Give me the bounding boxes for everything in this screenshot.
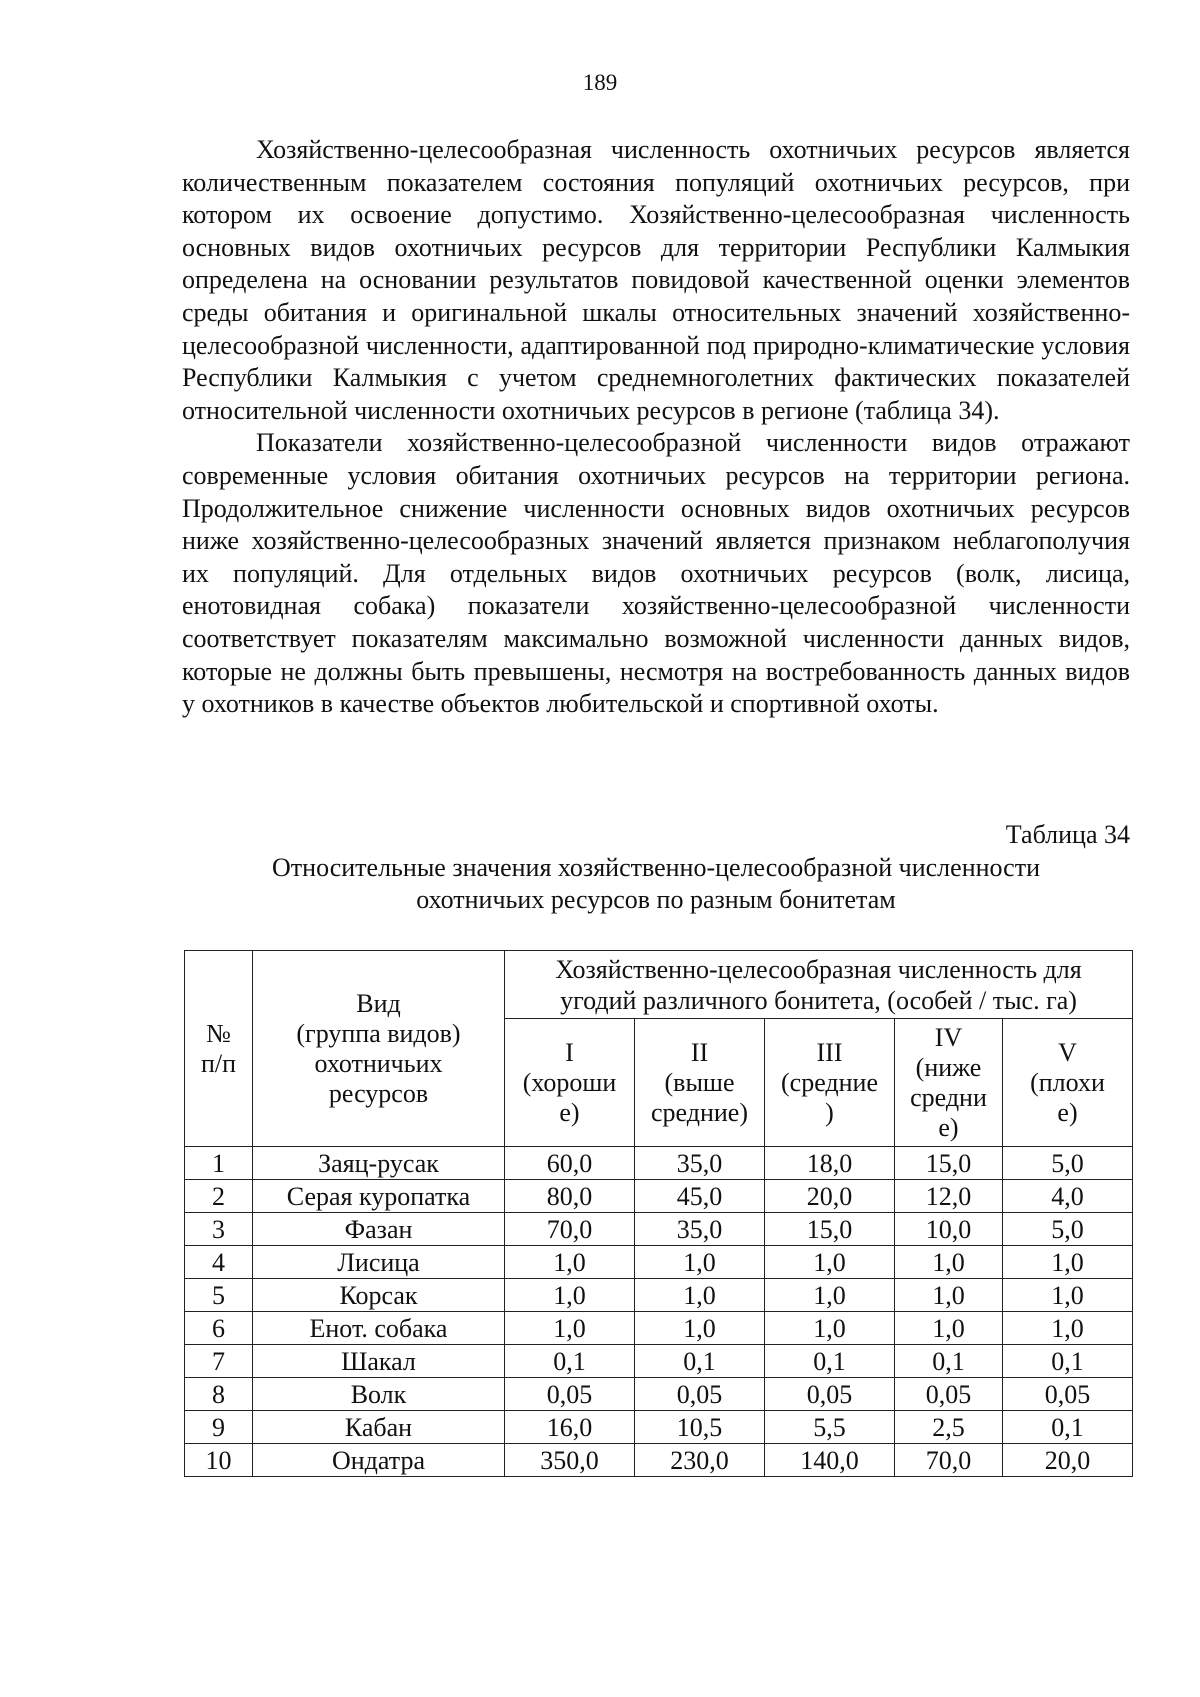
value-grade-3: 15,0	[765, 1213, 895, 1246]
value-grade-3: 1,0	[765, 1279, 895, 1312]
value-grade-1: 16,0	[505, 1411, 635, 1444]
value-grade-5: 20,0	[1003, 1444, 1133, 1477]
value-grade-2: 1,0	[635, 1279, 765, 1312]
value-grade-2: 0,1	[635, 1345, 765, 1378]
paragraph-1: Хозяйственно-целесообразная численность охотничьих ресурсов является количественным показателем состояния популяций охотничьих ресурсов, при котором их освоение допустимо. Хозяйственно-целесообразная численность основных видов охотничьих ресурсов для территории Республики Калмыкия определена на основании результатов повидовой качественной оценки элементов среды обитания и оригинальной шкалы относительных значений хозяйственно-целесообразной численности, адаптированной под природно-климатические условия Республики Калмыкия с учетом среднемноголетних фактических показателей относительной численности охотничьих ресурсов в регионе (таблица 34).	[182, 135, 1130, 425]
species-name: Кабан	[253, 1411, 505, 1444]
species-name: Фазан	[253, 1213, 505, 1246]
value-grade-4: 2,5	[895, 1411, 1003, 1444]
header-species-line: ресурсов	[328, 1078, 429, 1108]
paragraph-2: Показатели хозяйственно-целесообразной численности видов отражают современные условия обитания охотничьих ресурсов на территории региона. Продолжительное снижение численности основных видов охотничьих ресурсов ниже хозяйственно-целесообразных значений является признаком неблагополучия их популяций. Для отдельных видов охотничьих ресурсов (волк, лисица, енотовидная собака) показатели хозяйственно-целесообразной численности соответствует показателям максимально возможной численности данных видов, которые не должны быть превышены, несмотря на востребованность данных видов у охотников в качестве объектов любительской и спортивной охоты.	[182, 428, 1130, 719]
header-main-line: угодий различного бонитета, (особей / тыс. га)	[560, 985, 1077, 1015]
header-grade-line: IV	[934, 1022, 963, 1052]
header-grade-line: (ниже	[915, 1052, 982, 1082]
value-grade-2: 1,0	[635, 1246, 765, 1279]
header-grade-line: II	[690, 1037, 709, 1067]
header-grade-line: средни	[910, 1082, 987, 1112]
value-grade-1: 60,0	[505, 1147, 635, 1180]
header-species-line: Вид	[356, 988, 401, 1018]
header-grade-1	[505, 1019, 635, 1147]
row-number: 1	[185, 1147, 253, 1180]
table-row	[185, 1246, 1133, 1279]
table-row	[185, 1180, 1133, 1213]
value-grade-5: 0,1	[1003, 1411, 1133, 1444]
header-grade-line: (средние	[781, 1067, 878, 1097]
value-grade-4: 1,0	[895, 1279, 1003, 1312]
value-grade-3: 18,0	[765, 1147, 895, 1180]
header-num-line: п/п	[200, 1048, 237, 1078]
value-grade-1: 0,05	[505, 1378, 635, 1411]
table-title	[182, 852, 1130, 916]
value-grade-5: 5,0	[1003, 1213, 1133, 1246]
row-number: 6	[185, 1312, 253, 1345]
data-table	[184, 950, 1133, 1477]
row-number: 8	[185, 1378, 253, 1411]
header-grade-line: V	[1058, 1037, 1077, 1067]
header-grade-line: )	[825, 1097, 834, 1127]
header-grade-line: (плохи	[1030, 1067, 1105, 1097]
value-grade-3: 0,1	[765, 1345, 895, 1378]
value-grade-5: 1,0	[1003, 1279, 1133, 1312]
row-number: 4	[185, 1246, 253, 1279]
header-grade-5	[1003, 1019, 1133, 1147]
row-number: 2	[185, 1180, 253, 1213]
table-row	[185, 1312, 1133, 1345]
value-grade-3: 0,05	[765, 1378, 895, 1411]
header-grade-line: (хороши	[522, 1067, 617, 1097]
row-number: 7	[185, 1345, 253, 1378]
species-name: Серая куропатка	[253, 1180, 505, 1213]
value-grade-1: 1,0	[505, 1312, 635, 1345]
header-num-line: №	[206, 1018, 231, 1048]
value-grade-1: 1,0	[505, 1279, 635, 1312]
header-species-line: (группа видов)	[296, 1018, 461, 1048]
header-grade-2	[635, 1019, 765, 1147]
value-grade-2: 35,0	[635, 1213, 765, 1246]
header-grade-line: (выше	[664, 1067, 735, 1097]
species-name: Ондатра	[253, 1444, 505, 1477]
value-grade-1: 1,0	[505, 1246, 635, 1279]
species-name: Заяц-русак	[253, 1147, 505, 1180]
page-number: 189	[582, 70, 618, 95]
value-grade-5: 0,05	[1003, 1378, 1133, 1411]
table-title-line-1: Относительные значения хозяйственно-целесообразной численности	[272, 853, 1040, 882]
value-grade-2: 1,0	[635, 1312, 765, 1345]
species-name: Лисица	[253, 1246, 505, 1279]
value-grade-4: 12,0	[895, 1180, 1003, 1213]
value-grade-2: 230,0	[635, 1444, 765, 1477]
header-grade-line: е)	[1057, 1097, 1078, 1127]
value-grade-3: 1,0	[765, 1246, 895, 1279]
value-grade-5: 4,0	[1003, 1180, 1133, 1213]
row-number: 10	[185, 1444, 253, 1477]
value-grade-1: 80,0	[505, 1180, 635, 1213]
value-grade-5: 1,0	[1003, 1312, 1133, 1345]
value-grade-5: 5,0	[1003, 1147, 1133, 1180]
table-row	[185, 1147, 1133, 1180]
header-grade-line: е)	[559, 1097, 580, 1127]
table-row	[185, 1279, 1133, 1312]
table-row	[185, 1378, 1133, 1411]
row-number: 3	[185, 1213, 253, 1246]
table-row	[185, 1444, 1133, 1477]
value-grade-5: 0,1	[1003, 1345, 1133, 1378]
table-row	[185, 1213, 1133, 1246]
header-grade-line: I	[565, 1037, 574, 1067]
species-name: Шакал	[253, 1345, 505, 1378]
header-grade-line: средние)	[651, 1097, 748, 1127]
table-row	[185, 1345, 1133, 1378]
species-name: Корсак	[253, 1279, 505, 1312]
value-grade-4: 10,0	[895, 1213, 1003, 1246]
header-species-line: охотничьих	[314, 1048, 443, 1078]
value-grade-3: 1,0	[765, 1312, 895, 1345]
value-grade-4: 0,05	[895, 1378, 1003, 1411]
value-grade-3: 140,0	[765, 1444, 895, 1477]
value-grade-4: 70,0	[895, 1444, 1003, 1477]
header-grade-line: III	[816, 1037, 843, 1067]
value-grade-1: 70,0	[505, 1213, 635, 1246]
value-grade-4: 15,0	[895, 1147, 1003, 1180]
table-title-line-2: охотничьих ресурсов по разным бонитетам	[416, 885, 896, 914]
value-grade-4: 1,0	[895, 1312, 1003, 1345]
value-grade-2: 10,5	[635, 1411, 765, 1444]
header-species	[253, 951, 505, 1147]
value-grade-1: 350,0	[505, 1444, 635, 1477]
value-grade-4: 0,1	[895, 1345, 1003, 1378]
value-grade-3: 20,0	[765, 1180, 895, 1213]
row-number: 5	[185, 1279, 253, 1312]
header-main	[505, 951, 1133, 1019]
species-name: Енот. собака	[253, 1312, 505, 1345]
header-grade-3	[765, 1019, 895, 1147]
table-label: Таблица 34	[1005, 820, 1130, 849]
body-text	[182, 134, 1130, 721]
species-name: Волк	[253, 1378, 505, 1411]
value-grade-2: 45,0	[635, 1180, 765, 1213]
value-grade-3: 5,5	[765, 1411, 895, 1444]
value-grade-2: 0,05	[635, 1378, 765, 1411]
value-grade-1: 0,1	[505, 1345, 635, 1378]
header-grade-line: е)	[938, 1112, 959, 1142]
table-row	[185, 1411, 1133, 1444]
value-grade-2: 35,0	[635, 1147, 765, 1180]
value-grade-5: 1,0	[1003, 1246, 1133, 1279]
table-body	[185, 1147, 1133, 1477]
value-grade-4: 1,0	[895, 1246, 1003, 1279]
header-grade-4	[895, 1019, 1003, 1147]
row-number: 9	[185, 1411, 253, 1444]
header-main-line: Хозяйственно-целесообразная численность для	[555, 954, 1082, 984]
header-num	[185, 951, 253, 1147]
